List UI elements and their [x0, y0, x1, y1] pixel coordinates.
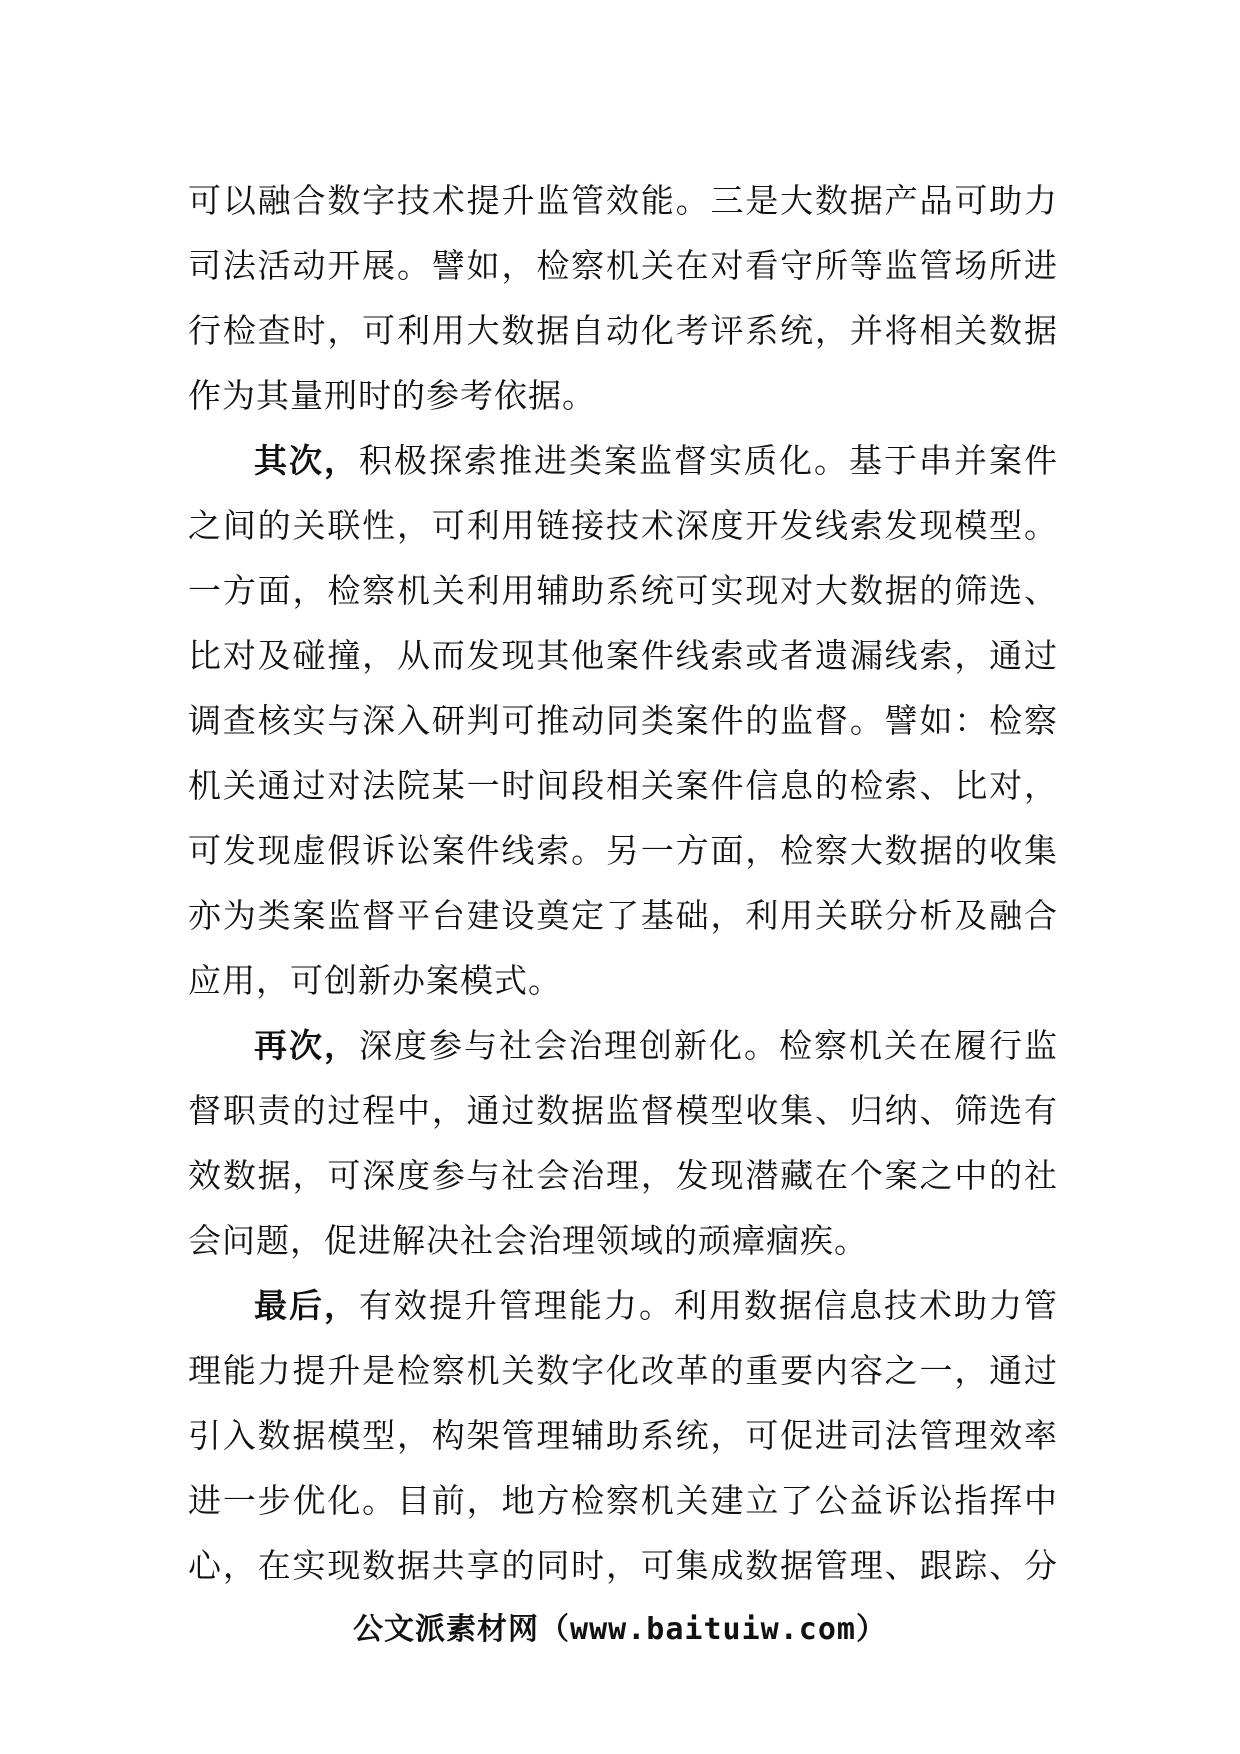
text-line	[188, 1208, 1058, 1273]
line-text: 一方面，检察机关利用辅助系统可实现对大数据的筛选、	[188, 571, 1058, 610]
line-text: 作为其量刑时的参考依据。	[188, 376, 596, 415]
line-text: 之间的关联性，可利用链接技术深度开发线索发现模型。	[188, 506, 1058, 545]
text-line	[188, 623, 1058, 688]
line-text: 机关通过对法院某一时间段相关案件信息的检索、比对，	[188, 766, 1058, 805]
text-line	[188, 298, 1058, 363]
text-line	[188, 493, 1058, 558]
line-text: 行检查时，可利用大数据自动化考评系统，并将相关数据	[188, 311, 1058, 350]
line-text: 比对及碰撞，从而发现其他案件线索或者遗漏线索，通过	[188, 636, 1058, 675]
text-line	[188, 168, 1058, 233]
line-text: 应用，可创新办案模式。	[188, 961, 562, 1000]
line-text: 有效提升管理能力。利用数据信息技术助力管	[359, 1286, 1058, 1325]
line-text: 会问题，促进解决社会治理领域的顽瘴痼疾。	[188, 1221, 868, 1260]
text-line	[188, 558, 1058, 623]
text-line	[188, 1338, 1058, 1403]
line-text: 深度参与社会治理创新化。检察机关在履行监	[359, 1026, 1058, 1065]
text-line	[188, 688, 1058, 753]
text-line	[188, 1533, 1058, 1598]
paragraph-lead: 再次，	[254, 1026, 359, 1065]
line-text: 督职责的过程中，通过数据监督模型收集、归纳、筛选有	[188, 1091, 1058, 1130]
text-line	[188, 428, 1058, 493]
line-text: 可发现虚假诉讼案件线索。另一方面，检察大数据的收集	[188, 831, 1058, 870]
line-text: 引入数据模型，构架管理辅助系统，可促进司法管理效率	[188, 1416, 1058, 1455]
text-line	[188, 363, 1058, 428]
footer-watermark: 公文派素材网（www.baituiw.com）	[353, 1612, 887, 1647]
text-line	[188, 1143, 1058, 1208]
paragraph-lead: 最后，	[254, 1286, 359, 1325]
text-line	[188, 1468, 1058, 1533]
line-text: 效数据，可深度参与社会治理，发现潜藏在个案之中的社	[188, 1156, 1058, 1195]
line-text: 可以融合数字技术提升监管效能。三是大数据产品可助力	[188, 181, 1058, 220]
text-line	[188, 1013, 1058, 1078]
paragraph-lead: 其次，	[254, 441, 359, 480]
text-line	[188, 1078, 1058, 1143]
line-text: 司法活动开展。譬如，检察机关在对看守所等监管场所进	[188, 246, 1058, 285]
line-text: 调查核实与深入研判可推动同类案件的监督。譬如：检察	[188, 701, 1058, 740]
line-text: 亦为类案监督平台建设奠定了基础，利用关联分析及融合	[188, 896, 1058, 935]
text-line	[188, 883, 1058, 948]
text-line	[188, 233, 1058, 298]
line-text: 理能力提升是检察机关数字化改革的重要内容之一，通过	[188, 1351, 1058, 1390]
text-line	[188, 1273, 1058, 1338]
text-line	[188, 753, 1058, 818]
line-text: 进一步优化。目前，地方检察机关建立了公益诉讼指挥中	[188, 1481, 1058, 1520]
text-line	[188, 948, 1058, 1013]
line-text: 心，在实现数据共享的同时，可集成数据管理、跟踪、分	[188, 1546, 1058, 1585]
text-line	[188, 818, 1058, 883]
line-text: 积极探索推进类案监督实质化。基于串并案件	[359, 441, 1058, 480]
text-line	[188, 1403, 1058, 1468]
body-text	[188, 168, 1058, 1598]
